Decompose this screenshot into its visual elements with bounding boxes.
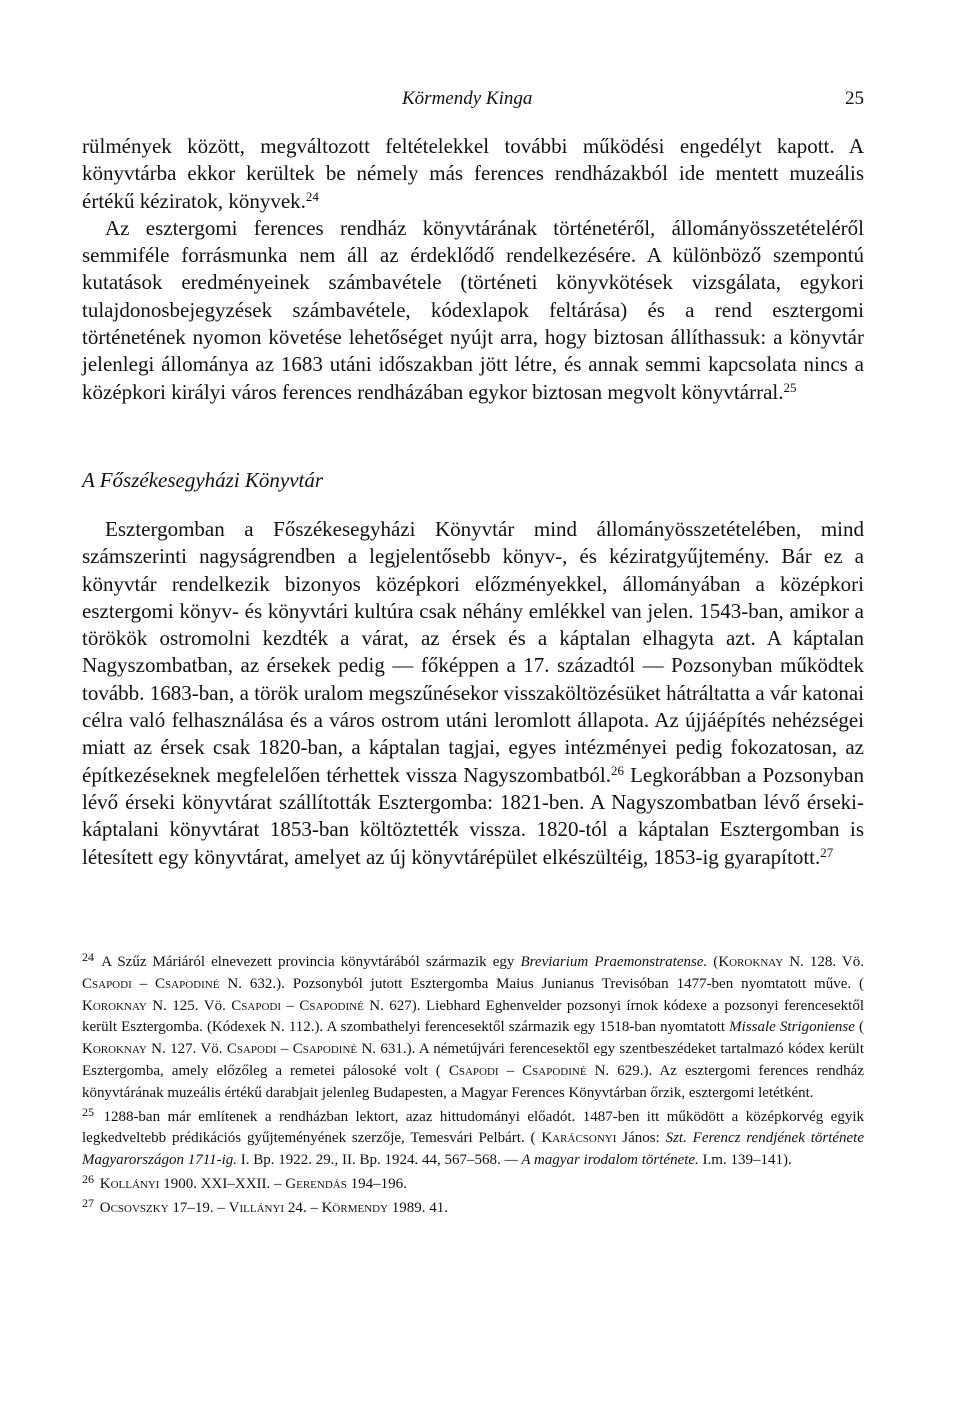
paragraph-text: Az esztergomi ferences rendház könyvtárának történetéről, állományösszetételéről semmiféle forrásmunka nem áll az érdeklődő rendelkezésére. A különböző szempontú kutatások eredményeinek számbavétele (történeti könyvkötések vizsgálata, egykori tulajdonosbejegyzések számbavétele, kódexlapok feltárása) és a rend esztergomi történetének nyomon követése lehetőséget nyújt arra, hogy biztosan állíthassuk: a könyvtár jelenlegi állománya az 1683 utáni időszakban jött létre, és annak semmi kapcsolata nincs a középkori királyi város ferences rendházában egykor biztosan megvolt könyvtárral. (82, 215, 864, 404)
footnote-number: 27 (82, 1195, 94, 1210)
footnotes (82, 952, 864, 1222)
intro-text (82, 133, 864, 406)
footnote-25: $^{25}$ 1288-ban már említenek a rendházban lektort, azaz hittudományi előadót. 1487-ben itt működött a középkorvég egyik legkedveltebb prédikációs gyűjteményének szerzője, Temesvári Pelbárt. ( Karácsonyi János: Szt. Ferencz rendjének története Magyarországon 1711-ig. I. Bp. 1922. 29., II. Bp. 1924. 44, 567–568. — A magyar irodalom története. I.m. 139–141). (82, 1104, 865, 1169)
page-number: 25 (845, 88, 864, 109)
footnote-26: $^{26}$ Kollányi 1900. XXI–XXII. – Gerendás 194–196. (82, 1171, 407, 1192)
running-header (82, 88, 864, 114)
footnote-ref: 27 (820, 844, 834, 860)
footnote-24: $^{24}$ A Szűz Máriáról elnevezett provincia könyvtárából származik egy Breviarium Praemonstratense. (Koroknay N. 128. Vö. Csapodi – Csapodiné N. 632.). Pozsonyból jutott Esztergomba Maius Junianus Trevisóban 1477-ben nyomtatott műve. ( Koroknay N. 125. Vö. Csapodi – Csapodiné N. 627). Liebhard Eghenvelder pozsonyi írnok kódexe a pozsonyi ferencesektől került Esztergomba. (Kódexek N. 112.). A szombathelyi ferencesektől származik egy 1518-ban nyomtatott Missale Strigoniense ( Koroknay N. 127. Vö. Csapodi – Csapodiné N. 631.). A németújvári ferencesektől egy szentbeszédeket tartalmazó kódex került Esztergomba, amely előzőleg a remetei pálosoké volt ( Csapodi – Csapodiné N. 629.). Az esztergomi ferences rendház könyvtárának muzeális értékű darabjait jelenleg Budapesten, a Magyar Ferences Könyvtárban őrzik, esztergomi letétként. (82, 950, 865, 1101)
paragraph (82, 516, 864, 871)
running-head-author: Körmendy Kinga (402, 88, 533, 109)
section-heading: A Főszékesegyházi Könyvtár (82, 468, 324, 492)
footnote-ref: 26 (610, 762, 624, 778)
footnote-number: 26 (82, 1171, 94, 1186)
paragraph-text: Esztergomban a Főszékesegyházi Könyvtár mind állományösszetételében, mind számszerinti nagyságrendben a legjelentősebb könyv-, és kéziratgyűjtemény. Bár ez a könyvtár rendelkezik bizonyos középkori előzményekkel, állományában a középkori esztergomi könyv- és könyvtári kultúra csak néhány emlékkel van jelen. 1543-ban, amikor a törökök ostromolni kezdték a várat, az érsek és a káptalan elhagyta azt. A káptalan Nagyszombatban, az érsekek pedig — főképpen a 17. századtól — Pozsonyban működtek tovább. 1683-ban, a török uralom megszűnésekor visszaköltözésüket hátráltatta a vár katonai célra való felhasználása és a város ostrom utáni leromlott állapota. Az újjáépítés nehézségei miatt az érsek csak 1820-ban, a káptalan tagjai, egyes intézményei pedig fokozatosan, az építkezéseknek megfelelően térhettek vissza Nagyszombatból. (82, 517, 864, 787)
paragraph-text: Legkorábban a Pozsonyban lévő érseki könyvtárat szállították Esztergomba: 1821-ben. A Nagyszombatban lévő érseki-káptalani könyvtárat 1853-ban költöztették vissza. 1820-tól a káptalan Esztergomban is létesített egy könyvtárat, amelyet az új könyvtárépület elkészültéig, 1853-ig gyarapított. (82, 762, 864, 869)
paragraph-text: rülmények között, megváltozott feltételekkel további működési engedélyt kapott. A könyvtárba ekkor kerültek be némely más ferences rendházakból ide mentett muzeális értékű kéziratok, könyvek. (82, 134, 864, 213)
section-text (82, 516, 864, 871)
footnote-27: $^{27}$ Ocsovszky 17–19. – Villányi 24. – Körmendy 1989. 41. (82, 1195, 449, 1216)
footnote-number: 24 (82, 950, 94, 964)
paragraph (82, 215, 864, 406)
footnote-ref: 25 (783, 379, 797, 395)
paragraph (82, 133, 864, 215)
footnote-number: 25 (82, 1104, 94, 1119)
footnote-ref: 24 (305, 188, 319, 204)
